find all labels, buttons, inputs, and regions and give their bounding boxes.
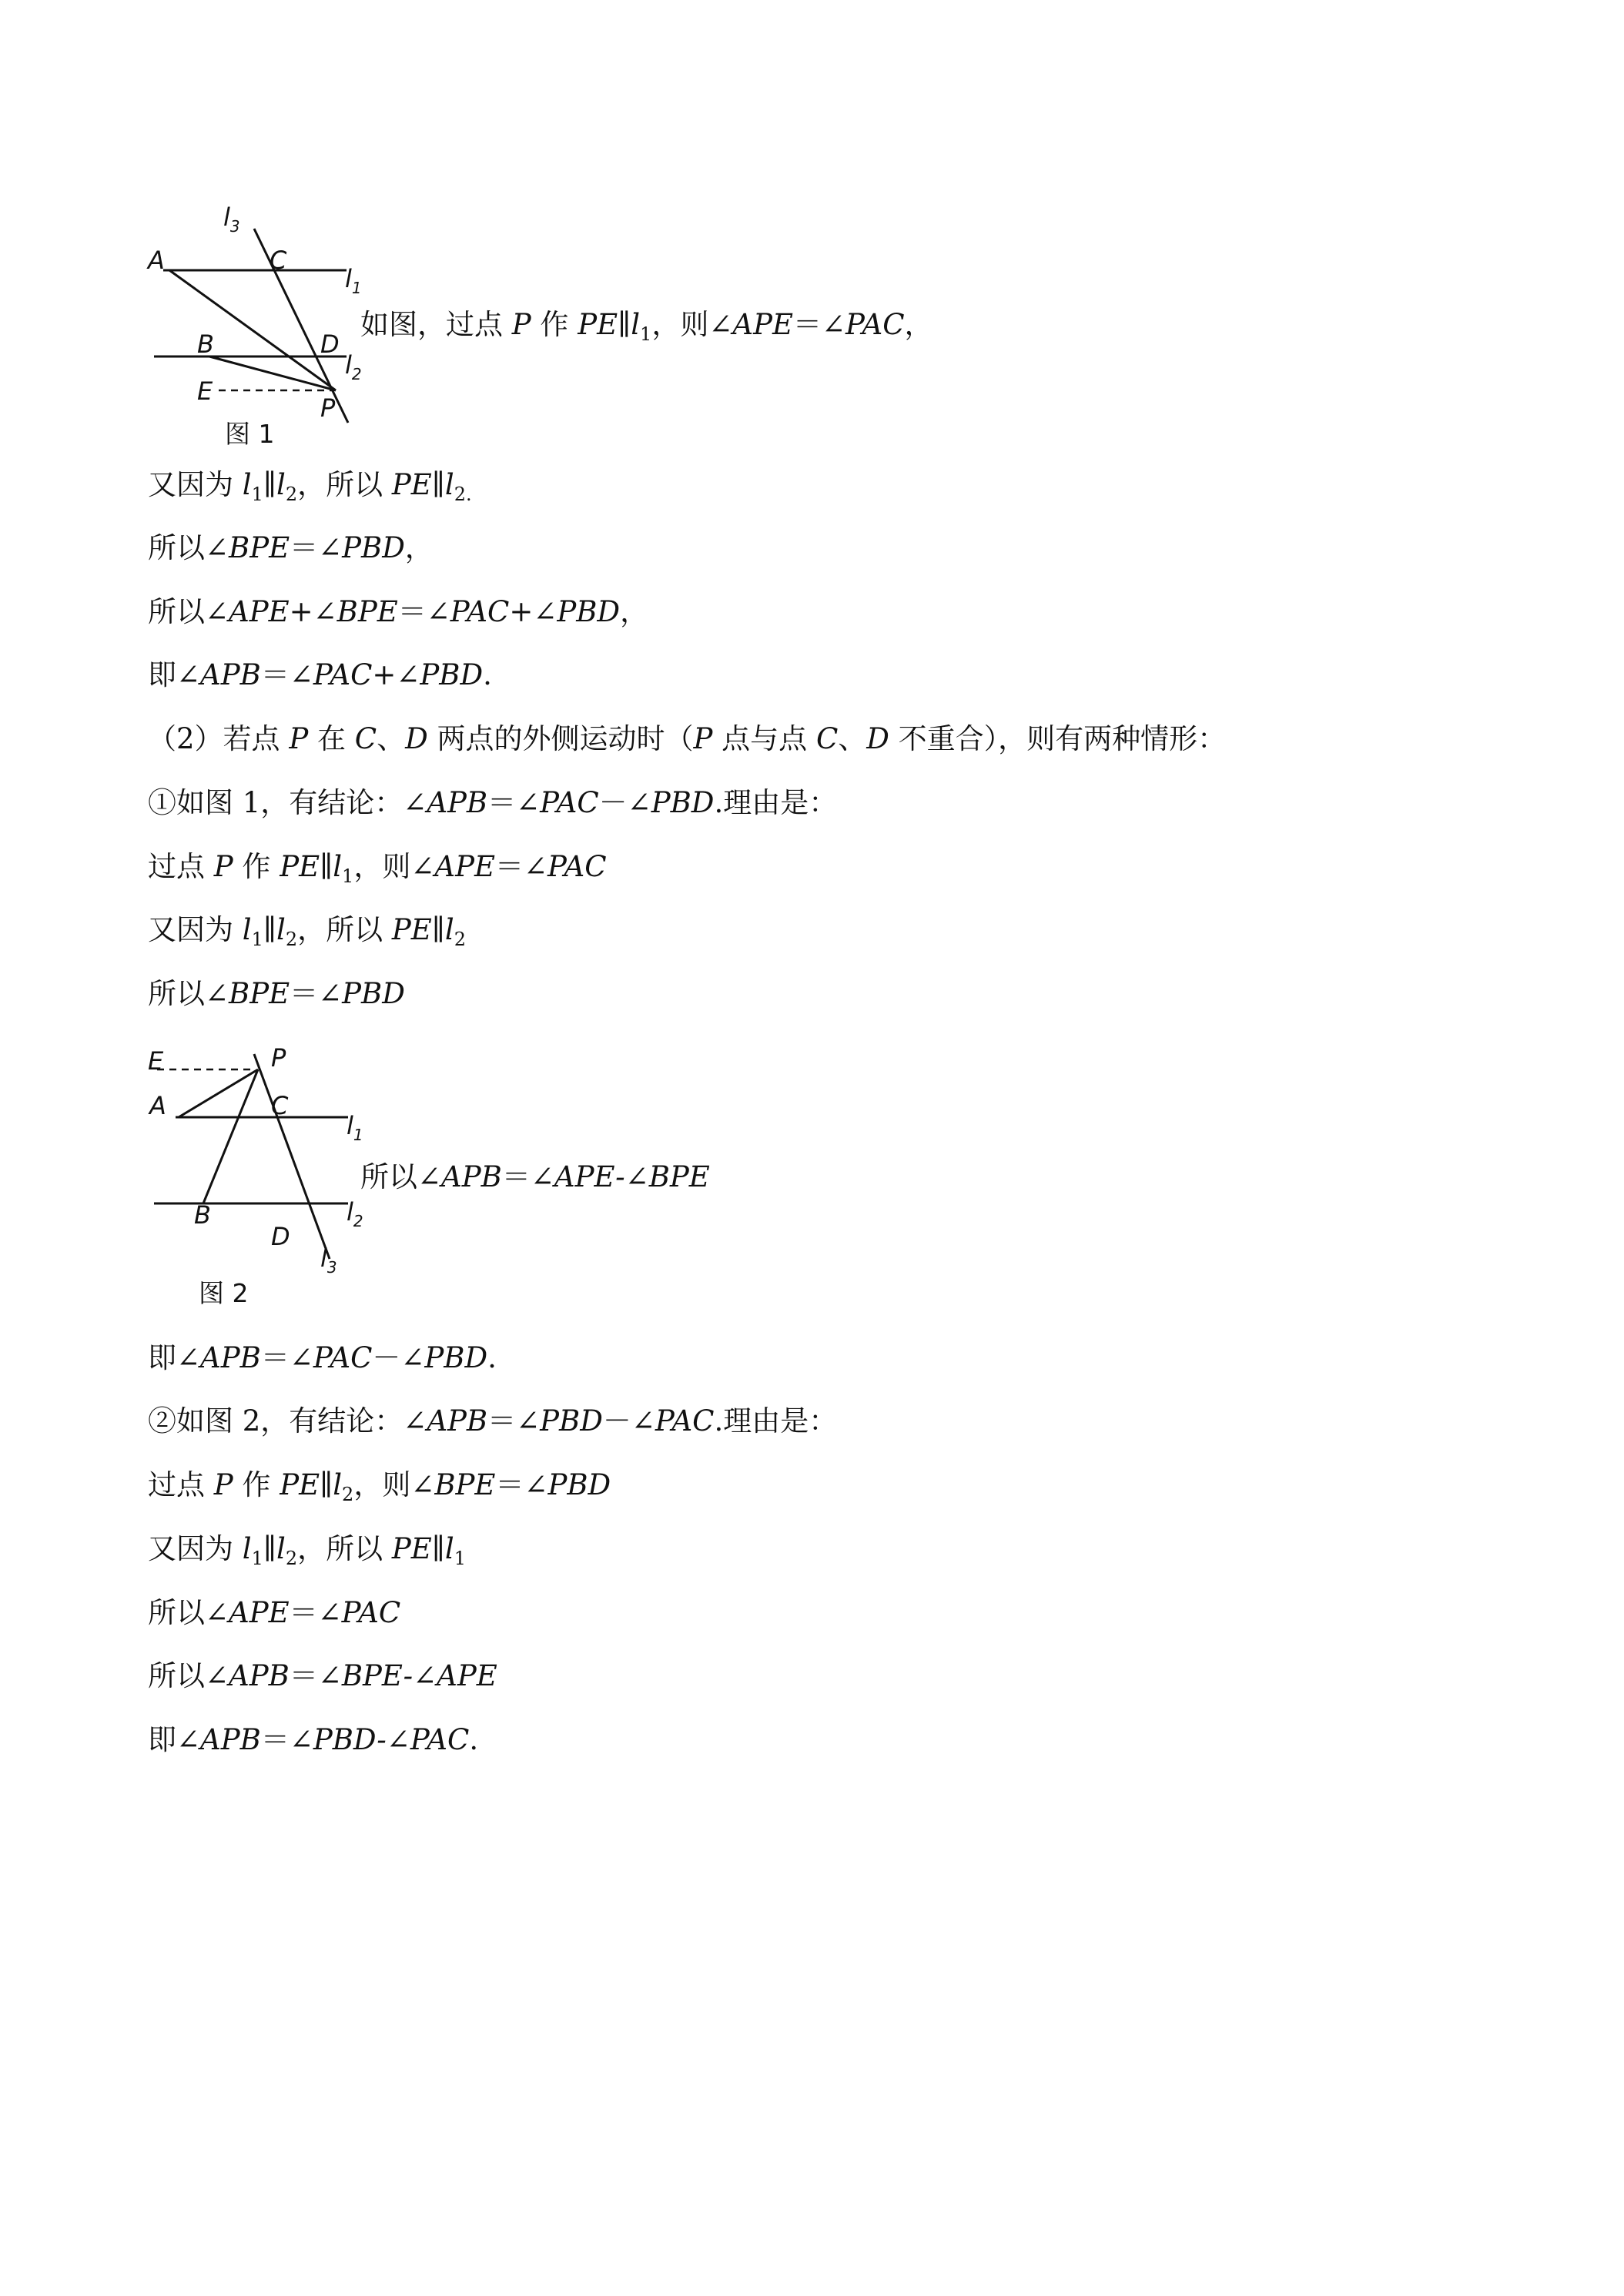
text-fragment: PAC bbox=[410, 1723, 470, 1756]
text-fragment: －∠ bbox=[598, 786, 651, 819]
text-fragment: 即∠ bbox=[148, 1341, 201, 1374]
text-fragment: ∥ bbox=[618, 308, 631, 341]
text-fragment: 作 bbox=[233, 850, 280, 883]
text-fragment: （2）若点 bbox=[148, 722, 290, 755]
text-fragment: PAC bbox=[341, 1596, 401, 1629]
text-fragment: ，所以 bbox=[297, 1532, 392, 1565]
text-fragment: －∠ bbox=[602, 1404, 655, 1438]
text-line-3 bbox=[148, 528, 434, 568]
text-fragment: PBD bbox=[651, 786, 715, 819]
text-fragment: ＝∠ bbox=[495, 1468, 548, 1501]
text-fragment: ， bbox=[904, 308, 933, 341]
text-fragment: PE bbox=[280, 1468, 320, 1501]
text-fragment: APE- bbox=[554, 1160, 625, 1193]
text-line-2 bbox=[148, 465, 472, 505]
text-fragment: l bbox=[631, 308, 641, 341]
text-line-6 bbox=[148, 719, 1226, 759]
text-line-11 bbox=[360, 1157, 710, 1197]
text-fragment: ＝∠ bbox=[289, 1596, 342, 1629]
text-fragment: PBD bbox=[557, 595, 621, 628]
text-fragment: APE bbox=[229, 1596, 290, 1629]
text-fragment: 所以∠ bbox=[360, 1160, 442, 1193]
text-fragment: . bbox=[487, 1341, 497, 1374]
segment-pb bbox=[203, 1069, 258, 1203]
text-fragment: APE bbox=[732, 308, 793, 341]
text-fragment: P bbox=[289, 722, 309, 755]
text-fragment: 不重合），则有两种情形： bbox=[889, 722, 1227, 755]
figure-2 bbox=[139, 1043, 370, 1320]
text-fragment: 2 bbox=[285, 1548, 298, 1569]
text-fragment: . bbox=[483, 658, 492, 691]
text-fragment: .理由是： bbox=[714, 1404, 838, 1438]
text-fragment: ， bbox=[404, 531, 434, 564]
label-l2: $l_2$ bbox=[345, 350, 362, 383]
text-fragment: PBD bbox=[342, 977, 405, 1010]
text-fragment: 即∠ bbox=[148, 1723, 201, 1756]
text-line-4 bbox=[148, 592, 648, 632]
text-fragment: APB bbox=[200, 658, 261, 691]
text-fragment: l bbox=[444, 913, 454, 946]
text-line-14 bbox=[148, 1465, 611, 1505]
text-fragment: 作 bbox=[233, 1468, 280, 1501]
text-fragment: D bbox=[866, 722, 889, 755]
text-fragment: PBD bbox=[420, 658, 484, 691]
text-fragment: ∥ bbox=[263, 468, 276, 501]
text-line-13 bbox=[148, 1401, 837, 1441]
text-fragment: ＝∠ bbox=[260, 1723, 313, 1756]
text-fragment: 所以∠ bbox=[148, 531, 229, 564]
text-fragment: ＝∠ bbox=[289, 1659, 342, 1692]
text-fragment: ＝∠ bbox=[487, 786, 541, 819]
text-fragment: ＝∠ bbox=[260, 1341, 313, 1374]
text-fragment: 1 bbox=[251, 484, 263, 505]
label-d: D bbox=[320, 330, 340, 359]
text-fragment: 如图，过点 bbox=[360, 308, 512, 341]
text-line-16 bbox=[148, 1593, 400, 1633]
label-e: E bbox=[148, 1046, 164, 1076]
text-fragment: PE bbox=[578, 308, 618, 341]
text-fragment: ，所以 bbox=[297, 913, 392, 946]
label-p: P bbox=[320, 393, 336, 423]
text-fragment: P bbox=[693, 722, 713, 755]
text-fragment: PE bbox=[391, 468, 432, 501]
text-fragment: PAC bbox=[313, 1341, 373, 1374]
text-fragment: ，则∠ bbox=[651, 308, 733, 341]
label-c: C bbox=[270, 246, 287, 275]
text-fragment: P bbox=[511, 308, 531, 341]
text-fragment: 1 bbox=[251, 929, 263, 950]
text-fragment: 、 bbox=[377, 722, 406, 755]
text-fragment: 2 bbox=[342, 1484, 354, 1505]
text-fragment: ∠ bbox=[624, 1160, 649, 1193]
text-fragment: PAC bbox=[845, 308, 905, 341]
text-fragment: P bbox=[213, 1468, 233, 1501]
text-fragment: ，所以 bbox=[297, 468, 392, 501]
text-fragment: l bbox=[276, 913, 286, 946]
text-fragment: BPE bbox=[229, 977, 290, 1010]
text-fragment: 又因为 bbox=[148, 468, 243, 501]
text-fragment: ∥ bbox=[431, 913, 445, 946]
text-line-1 bbox=[360, 305, 933, 345]
text-fragment: PE bbox=[391, 913, 432, 946]
text-fragment: APB bbox=[427, 1404, 488, 1438]
label-l1: $l_1$ bbox=[347, 1111, 363, 1144]
text-line-9 bbox=[148, 910, 466, 950]
text-fragment: ①如图 1，有结论：∠ bbox=[148, 786, 427, 819]
text-fragment: ∥ bbox=[431, 1532, 445, 1565]
text-fragment: 两点的外侧运动时（ bbox=[427, 722, 694, 755]
text-fragment: PAC bbox=[540, 786, 599, 819]
text-fragment: ＝∠ bbox=[290, 531, 343, 564]
text-fragment: APE bbox=[229, 595, 290, 628]
text-fragment: 又因为 bbox=[148, 913, 243, 946]
text-fragment: APE bbox=[437, 1659, 497, 1692]
text-fragment: BPE bbox=[229, 531, 290, 564]
text-fragment: 所以∠ bbox=[148, 1659, 229, 1692]
text-fragment: 在 bbox=[308, 722, 355, 755]
text-fragment: PAC bbox=[450, 595, 510, 628]
text-fragment: l bbox=[333, 850, 343, 883]
text-fragment: PBD bbox=[540, 1404, 603, 1438]
text-fragment: APB bbox=[200, 1723, 261, 1756]
text-fragment: l bbox=[276, 468, 286, 501]
figure-1 bbox=[139, 196, 370, 458]
text-fragment: PAC bbox=[313, 658, 373, 691]
text-fragment: ，则∠ bbox=[353, 1468, 435, 1501]
text-fragment: 1 bbox=[640, 323, 652, 345]
text-fragment: +∠ bbox=[509, 595, 558, 628]
text-fragment: 又因为 bbox=[148, 1532, 243, 1565]
text-fragment: PBD bbox=[424, 1341, 488, 1374]
segment-pa bbox=[179, 1069, 258, 1117]
text-fragment: 2 bbox=[285, 484, 298, 505]
text-fragment: l bbox=[242, 913, 252, 946]
text-fragment: l bbox=[333, 1468, 343, 1501]
text-fragment: 2 bbox=[285, 929, 298, 950]
text-line-15 bbox=[148, 1529, 466, 1569]
text-fragment: ，则∠ bbox=[353, 850, 435, 883]
text-fragment: 、 bbox=[838, 722, 867, 755]
text-fragment: l bbox=[276, 1532, 286, 1565]
text-fragment: 过点 bbox=[148, 850, 214, 883]
text-fragment: ∥ bbox=[263, 913, 276, 946]
text-fragment: D bbox=[405, 722, 428, 755]
text-fragment: PBD bbox=[547, 1468, 611, 1501]
text-fragment: ＝∠ bbox=[501, 1160, 554, 1193]
label-b: B bbox=[197, 330, 214, 359]
text-fragment: APB bbox=[427, 786, 488, 819]
text-line-8 bbox=[148, 847, 607, 887]
text-fragment: ， bbox=[620, 595, 649, 628]
label-a: A bbox=[149, 1091, 166, 1120]
text-fragment: 1 bbox=[454, 1548, 466, 1569]
text-fragment: l bbox=[444, 1532, 454, 1565]
text-fragment: PE bbox=[391, 1532, 432, 1565]
text-fragment: 所以∠ bbox=[148, 977, 229, 1010]
text-fragment: 所以∠ bbox=[148, 595, 229, 628]
text-fragment: APE bbox=[434, 850, 495, 883]
text-fragment: APB bbox=[200, 1341, 261, 1374]
text-fragment: BPE bbox=[337, 595, 398, 628]
text-fragment: PBD bbox=[342, 531, 405, 564]
text-fragment: +∠ bbox=[372, 658, 420, 691]
label-l3: $l_3$ bbox=[320, 1243, 337, 1277]
label-l3: $l_3$ bbox=[223, 202, 240, 236]
label-l2: $l_2$ bbox=[347, 1197, 363, 1230]
text-fragment: l bbox=[444, 468, 454, 501]
text-fragment: 即∠ bbox=[148, 658, 201, 691]
text-fragment: ∠ bbox=[413, 1659, 437, 1692]
text-fragment: APB bbox=[441, 1160, 502, 1193]
text-fragment: 1 bbox=[251, 1548, 263, 1569]
text-fragment: 过点 bbox=[148, 1468, 214, 1501]
text-fragment: +∠ bbox=[289, 595, 337, 628]
text-fragment: ＝∠ bbox=[290, 977, 343, 1010]
text-fragment: BPE- bbox=[341, 1659, 414, 1692]
segment-bp bbox=[209, 356, 336, 390]
text-fragment: ＝∠ bbox=[260, 658, 313, 691]
text-fragment: PE bbox=[280, 850, 320, 883]
text-fragment: 2 bbox=[454, 929, 466, 950]
text-fragment: PBD- bbox=[313, 1723, 387, 1756]
text-fragment: BPE bbox=[434, 1468, 496, 1501]
text-fragment: 作 bbox=[531, 308, 578, 341]
label-c: C bbox=[271, 1091, 289, 1120]
text-line-12 bbox=[148, 1338, 497, 1378]
text-fragment: 点与点 bbox=[712, 722, 816, 755]
text-fragment: C bbox=[815, 722, 839, 755]
text-fragment: APB bbox=[229, 1659, 290, 1692]
text-fragment: ∠ bbox=[386, 1723, 410, 1756]
figure-2-caption: 图 2 bbox=[199, 1278, 249, 1308]
text-fragment: ∥ bbox=[320, 1468, 333, 1501]
text-fragment: l bbox=[242, 468, 252, 501]
text-fragment: －∠ bbox=[372, 1341, 425, 1374]
text-fragment: 2. bbox=[454, 484, 472, 505]
text-fragment: . bbox=[469, 1723, 479, 1756]
text-fragment: ∥ bbox=[431, 468, 445, 501]
label-b: B bbox=[194, 1200, 211, 1230]
label-d: D bbox=[271, 1222, 290, 1251]
line-l3 bbox=[254, 1054, 330, 1259]
label-p: P bbox=[271, 1043, 286, 1073]
label-a: A bbox=[148, 246, 165, 275]
text-line-5 bbox=[148, 655, 492, 695]
text-fragment: 1 bbox=[342, 865, 354, 887]
text-fragment: ＝∠ bbox=[487, 1404, 541, 1438]
text-fragment: ∥ bbox=[320, 850, 333, 883]
text-fragment: PAC bbox=[655, 1404, 715, 1438]
text-fragment: C bbox=[354, 722, 377, 755]
text-fragment: ∥ bbox=[263, 1532, 276, 1565]
text-fragment: ＝∠ bbox=[494, 850, 547, 883]
text-line-17 bbox=[148, 1656, 497, 1696]
figure-1-caption: 图 1 bbox=[225, 419, 275, 449]
text-fragment: ②如图 2，有结论：∠ bbox=[148, 1404, 427, 1438]
text-fragment: ＝∠ bbox=[397, 595, 450, 628]
label-l1: $l_1$ bbox=[345, 264, 362, 297]
text-line-10 bbox=[148, 974, 405, 1014]
text-line-18 bbox=[148, 1720, 478, 1760]
text-fragment: .理由是： bbox=[714, 786, 838, 819]
text-fragment: 所以∠ bbox=[148, 1596, 229, 1629]
text-fragment: ＝∠ bbox=[792, 308, 845, 341]
label-e: E bbox=[197, 377, 213, 406]
text-fragment: P bbox=[213, 850, 233, 883]
text-fragment: PAC bbox=[547, 850, 607, 883]
text-fragment: BPE bbox=[648, 1160, 710, 1193]
text-fragment: l bbox=[242, 1532, 252, 1565]
segment-ap bbox=[169, 270, 336, 390]
text-line-7 bbox=[148, 783, 837, 823]
